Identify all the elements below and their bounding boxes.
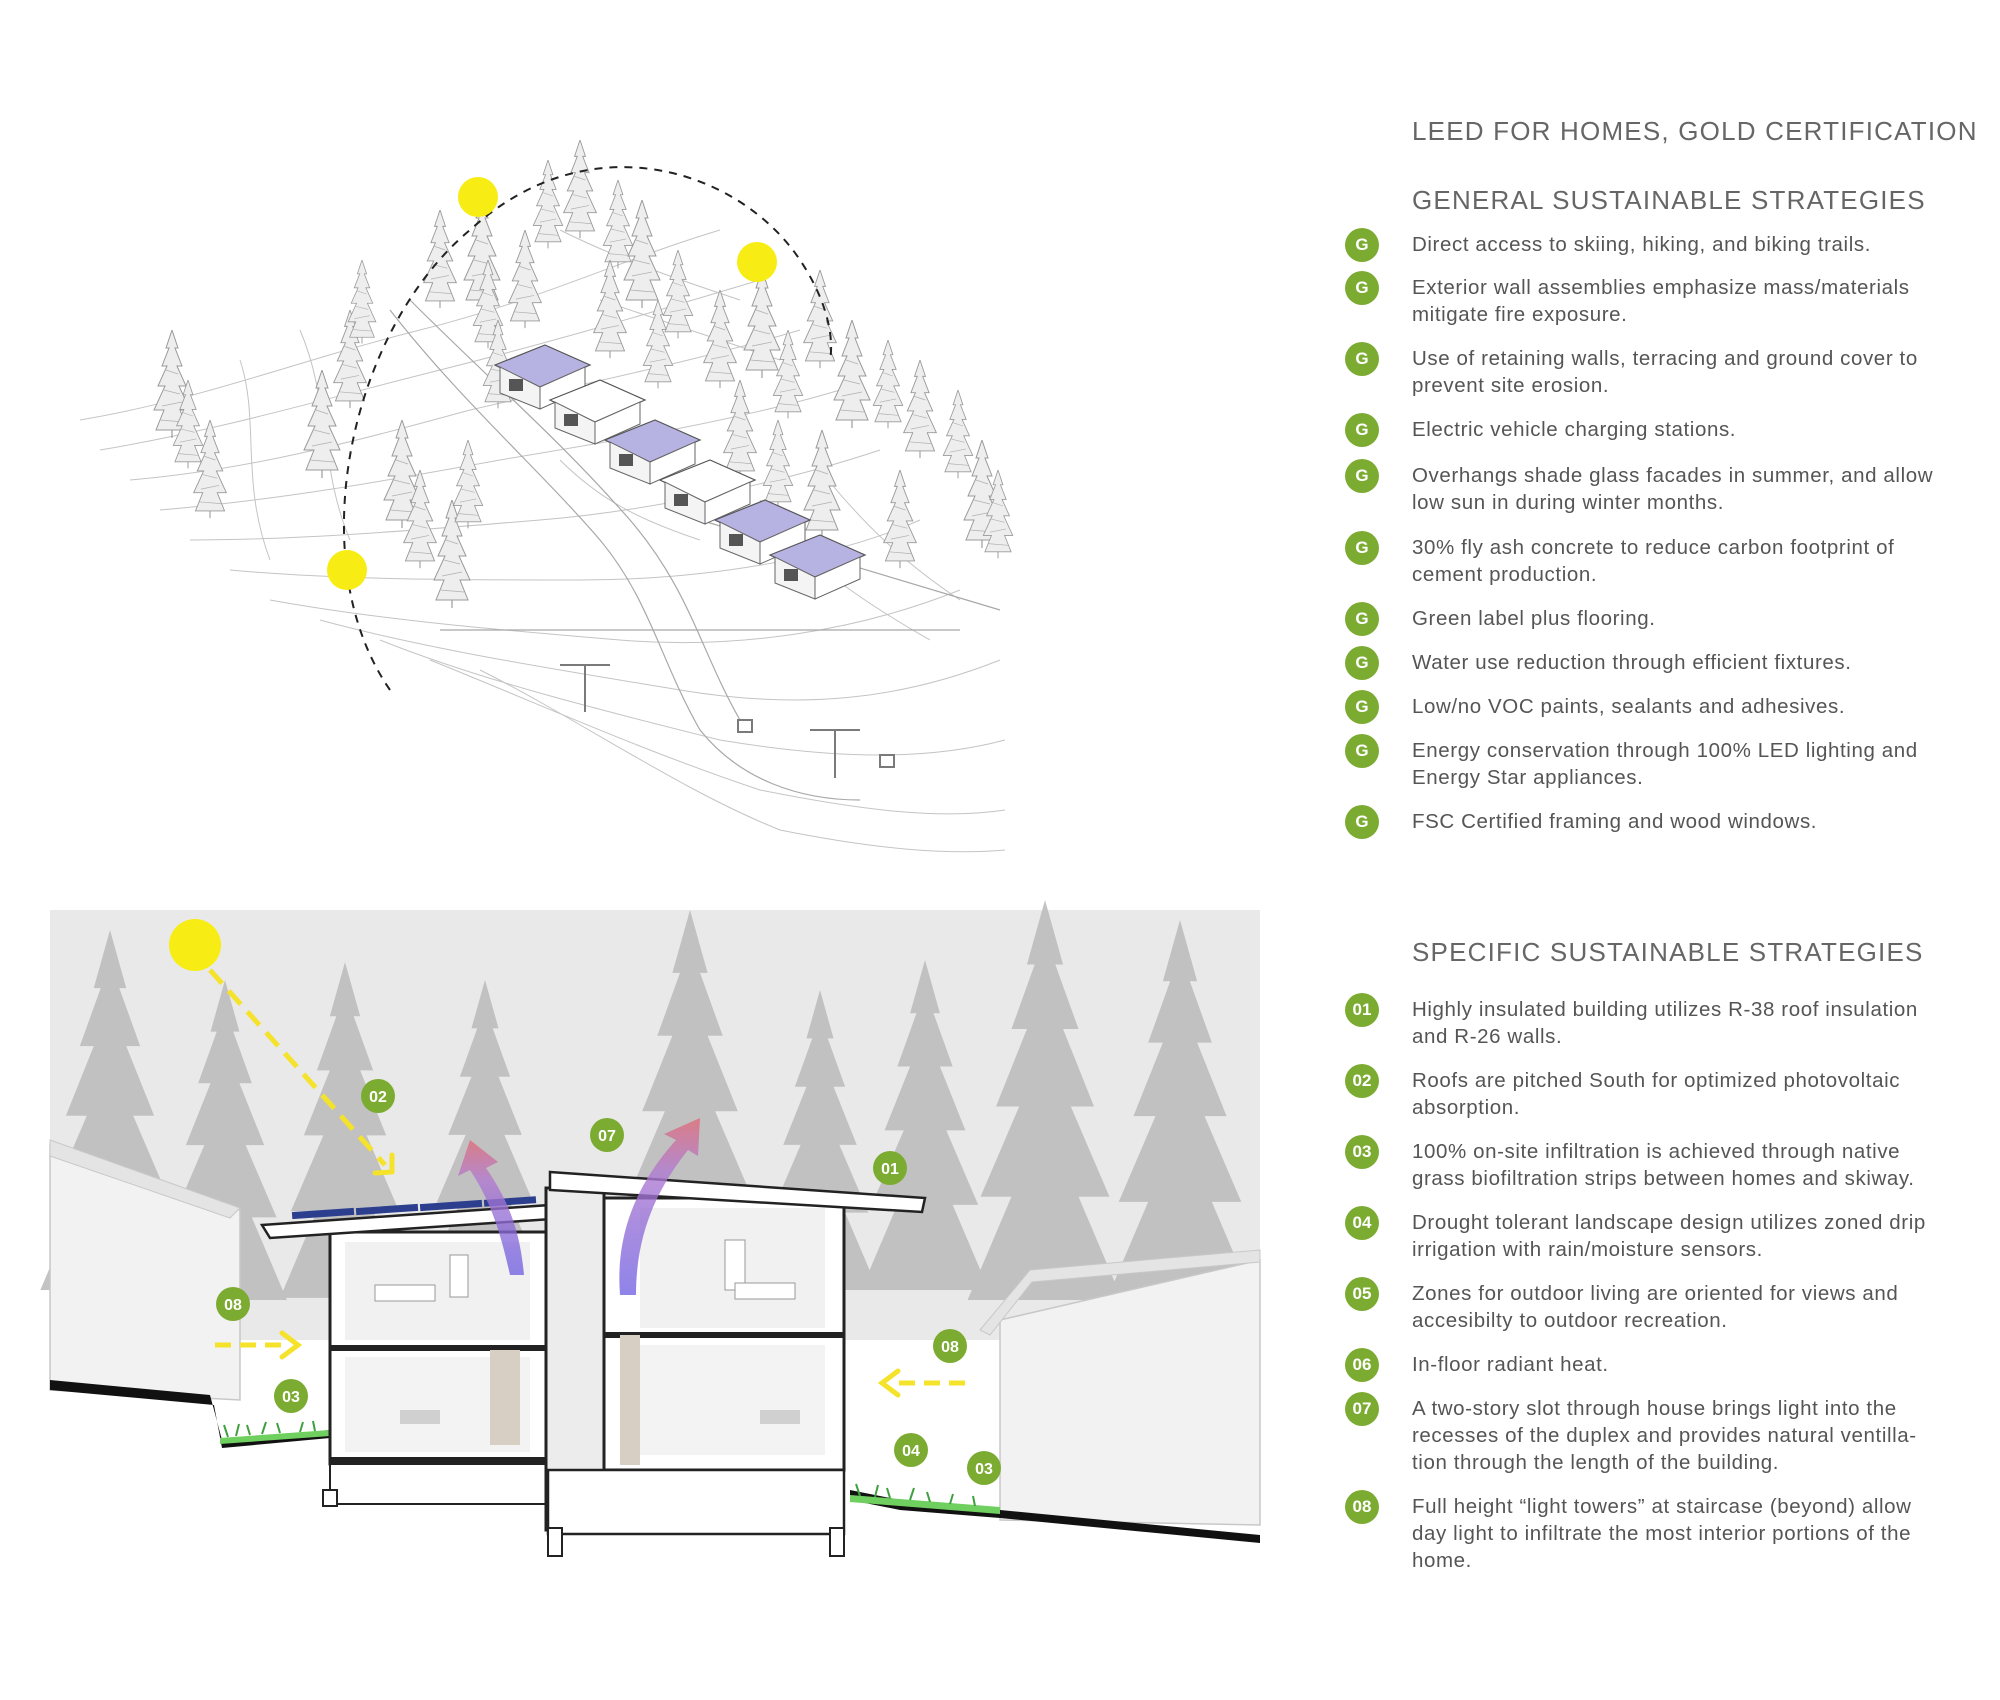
leed-certification-heading: LEED FOR HOMES, GOLD CERTIFICATION (1412, 116, 1978, 146)
g-badge-icon: G (1345, 646, 1379, 680)
list-item: 04 Drought tolerant landscape design utilizes zoned drip irrigation with rain/moisture sensors. (1345, 1209, 1965, 1263)
g-badge-icon: G (1345, 805, 1379, 839)
list-item: 06 In-floor radiant heat. (1345, 1351, 1965, 1382)
list-item: G 30% fly ash concrete to reduce carbon footprint of cement production. (1345, 534, 1965, 588)
number-badge-icon: 07 (1345, 1392, 1379, 1426)
list-item: 07 A two-story slot through house brings light into the recesses of the duplex and provides natural ventilla-tion through the length of the building. (1345, 1395, 1965, 1476)
callout-01 (873, 1151, 907, 1185)
svg-text:02: 02 (369, 1089, 387, 1106)
general-strategies-heading: GENERAL SUSTAINABLE STRATEGIES (1412, 185, 1926, 215)
list-item: G Direct access to skiing, hiking, and biking trails. (1345, 231, 1965, 262)
specific-strategies-heading: SPECIFIC SUSTAINABLE STRATEGIES (1412, 937, 1924, 967)
svg-text:03: 03 (282, 1389, 300, 1406)
site-axonometric (60, 140, 1013, 860)
callout-08-right (933, 1329, 967, 1363)
list-item: G Exterior wall assemblies emphasize mass/materials mitigate fire exposure. (1345, 274, 1965, 328)
number-badge-icon: 04 (1345, 1206, 1379, 1240)
g-badge-icon: G (1345, 342, 1379, 376)
list-item: G Electric vehicle charging stations. (1345, 416, 1965, 447)
sun-autumn-icon (737, 242, 777, 282)
sun-summer-icon (458, 177, 498, 217)
list-item: 02 Roofs are pitched South for optimized photovoltaic absorption. (1345, 1067, 1965, 1121)
g-badge-icon: G (1345, 734, 1379, 768)
sun-winter-icon (327, 550, 367, 590)
list-item: 08 Full height “light towers” at staircase (beyond) allow day light to infiltrate the most interior portions of the home. (1345, 1493, 1965, 1574)
svg-text:03: 03 (975, 1461, 993, 1478)
callout-03-left (274, 1379, 308, 1413)
callout-04 (894, 1433, 928, 1467)
list-item: G FSC Certified framing and wood windows. (1345, 808, 1965, 839)
svg-text:04: 04 (902, 1443, 920, 1460)
list-item: G Water use reduction through efficient fixtures. (1345, 649, 1965, 680)
g-badge-icon: G (1345, 531, 1379, 565)
building-section (40, 900, 1260, 1556)
list-item: G Energy conservation through 100% LED lighting and Energy Star appliances. (1345, 737, 1965, 791)
list-item: 05 Zones for outdoor living are oriented for views and accesibilty to outdoor recreation. (1345, 1280, 1965, 1334)
g-badge-icon: G (1345, 228, 1379, 262)
g-badge-icon: G (1345, 690, 1379, 724)
svg-text:08: 08 (941, 1339, 959, 1356)
callout-07 (590, 1118, 624, 1152)
g-badge-icon: G (1345, 459, 1379, 493)
number-badge-icon: 03 (1345, 1135, 1379, 1169)
callout-08-left (216, 1287, 250, 1321)
list-item: G Use of retaining walls, terracing and ground cover to prevent site erosion. (1345, 345, 1965, 399)
number-badge-icon: 05 (1345, 1277, 1379, 1311)
number-badge-icon: 02 (1345, 1064, 1379, 1098)
number-badge-icon: 08 (1345, 1490, 1379, 1524)
g-badge-icon: G (1345, 602, 1379, 636)
callout-02 (361, 1079, 395, 1113)
sun-icon (169, 919, 221, 971)
g-badge-icon: G (1345, 271, 1379, 305)
svg-text:01: 01 (881, 1161, 899, 1178)
svg-text:08: 08 (224, 1297, 242, 1314)
svg-text:07: 07 (598, 1128, 616, 1145)
number-badge-icon: 06 (1345, 1348, 1379, 1382)
number-badge-icon: 01 (1345, 993, 1379, 1027)
list-item: G Low/no VOC paints, sealants and adhesives. (1345, 693, 1965, 724)
g-badge-icon: G (1345, 413, 1379, 447)
callout-03-right (967, 1451, 1001, 1485)
list-item: G Overhangs shade glass facades in summer, and allow low sun in during winter months. (1345, 462, 1965, 516)
list-item: 01 Highly insulated building utilizes R-38 roof insulation and R-26 walls. (1345, 996, 1965, 1050)
list-item: G Green label plus flooring. (1345, 605, 1965, 636)
list-item: 03 100% on-site infiltration is achieved through native grass biofiltration strips between homes and skiway. (1345, 1138, 1965, 1192)
